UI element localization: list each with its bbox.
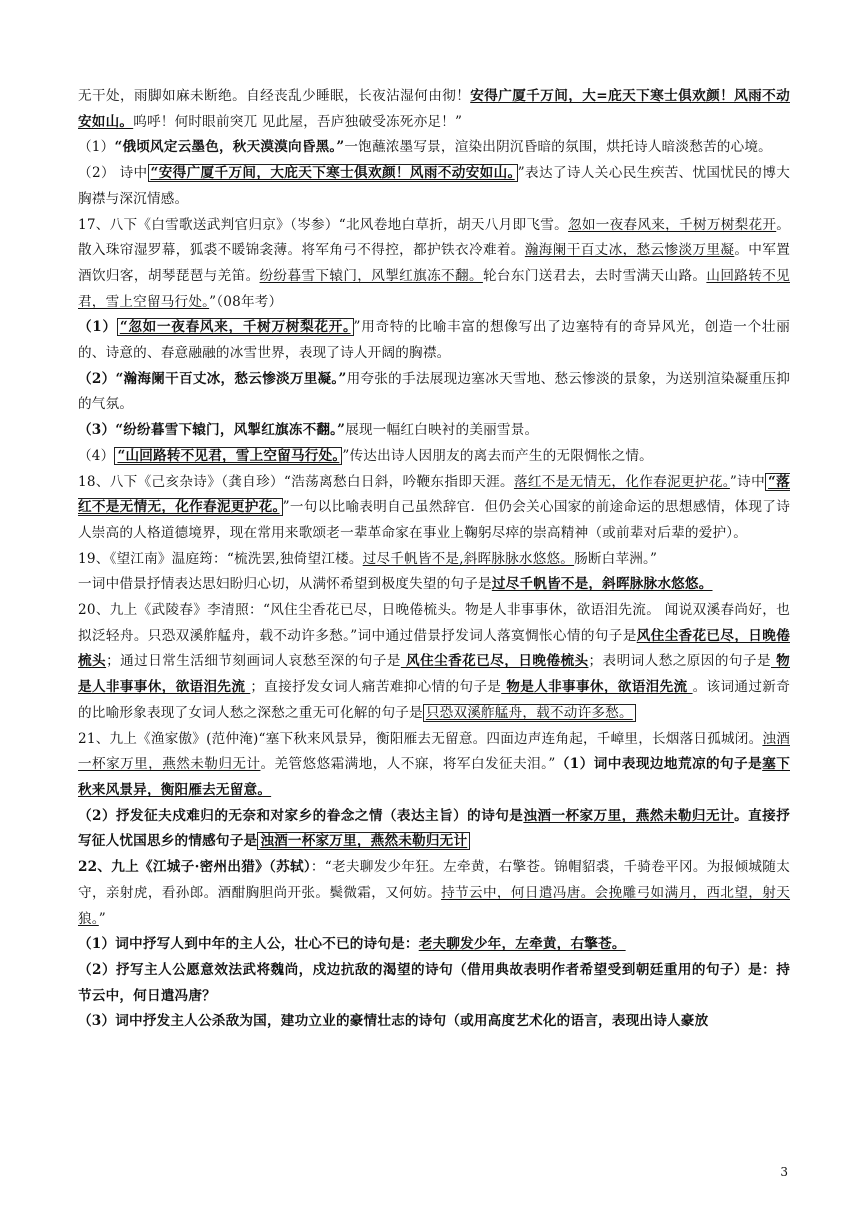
paragraph bbox=[78, 932, 790, 958]
underlined-phrase: 过尽千帆皆不是，斜晖脉脉水悠悠。 bbox=[491, 576, 713, 593]
text-run: （2）“瀚海阑干百丈冰，愁云惨淡万里凝。” bbox=[78, 370, 347, 387]
text-run: 。散入珠帘湿罗幕，狐裘不暖锦衾薄。将军角弓不得控，都护铁衣冷难着。 bbox=[78, 216, 790, 259]
text-run: ” bbox=[98, 910, 106, 927]
boxed-quote: “安得广厦千万间，大庇天下寒士俱欢颜！风雨不动安如山。 bbox=[148, 164, 518, 182]
paragraph bbox=[78, 418, 790, 444]
paragraph bbox=[78, 958, 790, 1009]
paragraph bbox=[78, 1009, 790, 1035]
text-run: （3）词中抒发主人公杀敌为国，建功立业的豪情壮志的诗句（或用高度艺术化的语言，表现出诗人豪放 bbox=[78, 1013, 709, 1030]
paragraph bbox=[78, 727, 790, 804]
text-run: 。直接抒写征人忧国思乡的情感句子是 bbox=[78, 807, 790, 850]
text-run: 。羌管悠悠霜满地，人不寐，将军白发征夫泪。” bbox=[260, 756, 556, 773]
underlined-phrase: 风住尘香花已尽，日晚倦梳头 bbox=[400, 653, 589, 670]
boxed-quote: “忽如一夜春风来，千树万树梨花开。 bbox=[117, 318, 354, 336]
text-run: ；通过日常生活细节刻画词人哀愁至深的句子是 bbox=[106, 653, 401, 670]
underlined-phrase: 塞下秋来风景异，衡阳雁去无留意。 bbox=[78, 756, 790, 798]
boxed-quote: “落红不是无情无，化作春泥更护花。 bbox=[78, 473, 790, 516]
underlined-phrase: 老夫聊发少年，左牵黄，右擎苍。 bbox=[418, 936, 626, 953]
paragraph bbox=[78, 84, 790, 135]
text-run: 17、八下《白雪歌送武判官归京》（岑参）“北风卷地白草折，胡天八月即飞雪。 bbox=[78, 216, 569, 233]
paragraph bbox=[78, 547, 790, 573]
paragraph bbox=[78, 315, 790, 366]
text-run: （1） bbox=[78, 139, 115, 156]
text-run: 21、九上《渔家傲》(范仲淹)“塞下秋来风景异，衡阳雁去无留意。四面边声连角起，千嶂里，长烟落日孤城闭。 bbox=[78, 730, 763, 747]
paragraph bbox=[78, 572, 790, 598]
text-run: （2）抒写主人公愿意效法武将魏尚，戍边抗敌的渴望的诗句（借用典故表明作者希望受到朝廷重用的句子）是：持节云中，何日遣冯唐？ bbox=[78, 961, 790, 1004]
text-run: （1）词中抒写人到中年的主人公，壮心不已的诗句是： bbox=[78, 936, 419, 953]
text-run: 一词中借景抒情表达思妇盼归心切，从满怀希望到极度失望的句子是 bbox=[78, 576, 492, 593]
text-run: 20、九上《武陵春》李清照：“风住尘香花已尽，日晚倦梳头。物是人非事事休，欲语泪先流。 闻说双溪春尚好，也拟泛轻舟。只恐双溪舴艋舟，载不动许多愁。”词中通过借景抒发词人落寞惆怅心情的句子是 bbox=[78, 602, 790, 644]
text-run: ；表明词人愁之原因的句子是 bbox=[588, 653, 771, 670]
text-run: （4） bbox=[78, 447, 115, 464]
paragraph bbox=[78, 804, 790, 855]
paragraph bbox=[78, 855, 790, 932]
underlined-phrase: 物是人非事事休，欲语泪先流 bbox=[78, 653, 790, 696]
underlined-phrase: 忽如一夜春风来，千树万树梨花开 bbox=[568, 216, 777, 233]
text-run: （1） bbox=[78, 319, 117, 336]
text-run: 肠断白苹洲。” bbox=[574, 550, 658, 567]
text-run: 一饱蘸浓墨写景，渲染出阴沉昏暗的氛围，烘托诗人暗淡愁苦的心境。 bbox=[344, 139, 772, 156]
text-run: 展现一幅红白映衬的美丽雪景。 bbox=[345, 422, 539, 439]
text-run: 19、《望江南》温庭筠：“梳洗罢,独倚望江楼。 bbox=[78, 550, 363, 567]
text-run: 呜呼！何时眼前突兀 见此屋，吾庐独破受冻死亦足！” bbox=[133, 113, 463, 130]
text-run: ”传达出诗人因朋友的离去而产生的无限惆怅之情。 bbox=[342, 447, 653, 464]
text-run: ”（08年考） bbox=[209, 293, 283, 310]
text-run: 。该词通过新奇的比喻形象表现了女词人愁之深愁之重无可化解的句子是 bbox=[78, 679, 790, 721]
page-number: 3 bbox=[780, 1165, 788, 1179]
underlined-phrase: 持节云中，何日遣冯唐。会挽雕弓如满月，西北望，射天狼。 bbox=[78, 884, 791, 927]
text-run: （2）抒发征夫戍难归的无奈和对家乡的眷念之情（表达主旨）的诗句是 bbox=[78, 807, 524, 824]
paragraph bbox=[78, 135, 790, 161]
underlined-phrase: 风住尘香花已尽，日晚倦梳头 bbox=[78, 627, 790, 670]
text-run: （3）“纷纷暮雪下辕门，风掣红旗冻不翻。” bbox=[78, 422, 346, 439]
text-run: （2） 诗中 bbox=[78, 165, 148, 182]
text-run: 无干处，雨脚如麻未断绝。自经丧乱少睡眠，长夜沾湿何由彻！ bbox=[78, 88, 471, 104]
text-run: 。中军置酒饮归客，胡琴琵琶与羌笛。 bbox=[78, 242, 790, 284]
underlined-phrase: 物是人非事事休，欲语泪先流 bbox=[501, 679, 693, 696]
paragraph bbox=[78, 161, 790, 212]
text-run: ”用奇特的比喻丰富的想像写出了边塞特有的奇异风光，创造一个壮丽的、诗意的、春意融融的冰雪世界，表现了诗人开阔的胸襟。 bbox=[78, 319, 791, 362]
underlined-phrase: 安得广厦千万间，大=庇天下寒士俱欢颜！风雨不动安如山。 bbox=[78, 88, 790, 130]
underlined-phrase: 瀚海阑干百丈冰，愁云惨淡万里凝 bbox=[524, 242, 735, 259]
underlined-phrase: 浊酒一杯家万里，燕然未勒归无计 bbox=[78, 730, 790, 773]
paragraph bbox=[78, 444, 790, 470]
text-run: （1）词中表现边地荒凉的句子是 bbox=[555, 756, 763, 773]
boxed-quote: 浊酒一杯家万里，燕然未勒归无计 bbox=[257, 832, 470, 850]
paragraph bbox=[78, 367, 790, 418]
text-run: ”一句以比喻表明自己虽然辞官．但仍会关心国家的前途命运的思想感情，体现了诗人崇高的人格道德境界，现在常用来歌颂老一辈革命家在事业上鞠躬尽瘁的崇高精神（或前辈对后辈的爱护）。 bbox=[78, 499, 790, 541]
text-run: 18、八下《己亥杂诗》（龚自珍）“浩荡离愁白日斜，吟鞭东指即天涯。 bbox=[78, 473, 514, 490]
paragraph bbox=[78, 470, 790, 547]
text-run: 用夸张的手法展现边塞冰天雪地、愁云惨淡的景象，为送别渲染凝重压抑的气氛。 bbox=[78, 370, 790, 413]
text-run: ”表达了诗人关心民生疾苦、忧国忧民的博大胸襟与深沉情感。 bbox=[78, 165, 791, 207]
text-run: “俄顷风定云墨色，秋天漠漠向昏黑。” bbox=[114, 139, 345, 156]
text-run: ：“老夫聊发少年狂。左牵黄，右擎苍。锦帽貂裘，千骑卷平冈。为报倾城随太守，亲射虎，看孙郎。酒酣胸胆尚开张。鬓微霜，又何妨。 bbox=[78, 859, 790, 901]
paragraph bbox=[78, 213, 790, 316]
text-run: ”诗中 bbox=[729, 473, 766, 490]
text-run: ；直接抒发女词人痛苦难抑心情的句子是 bbox=[250, 679, 502, 696]
underlined-phrase: 纷纷暮雪下辕门，风掣红旗冻不翻。 bbox=[259, 267, 483, 284]
boxed-quote: “山回路转不见君，雪上空留马行处。 bbox=[114, 447, 342, 465]
document-body bbox=[78, 84, 790, 1035]
underlined-phrase: 过尽千帆皆不是,斜晖脉脉水悠悠。 bbox=[362, 550, 575, 567]
text-run: 轮台东门送君去，去时雪满天山路。 bbox=[482, 267, 707, 284]
boxed-quote: 只恐双溪舴艋舟，载不动许多愁。 bbox=[423, 704, 636, 722]
paragraph bbox=[78, 598, 790, 727]
underlined-phrase: 浊酒一杯家万里，燕然未勒归无计 bbox=[523, 807, 735, 824]
underlined-phrase: 落红不是无情无，化作春泥更护花。 bbox=[513, 473, 730, 490]
text-run: 22、九上《江城子·密州出猎》（苏轼） bbox=[78, 859, 311, 876]
underlined-phrase: 山回路转不见君，雪上空留马行处。 bbox=[78, 267, 790, 310]
